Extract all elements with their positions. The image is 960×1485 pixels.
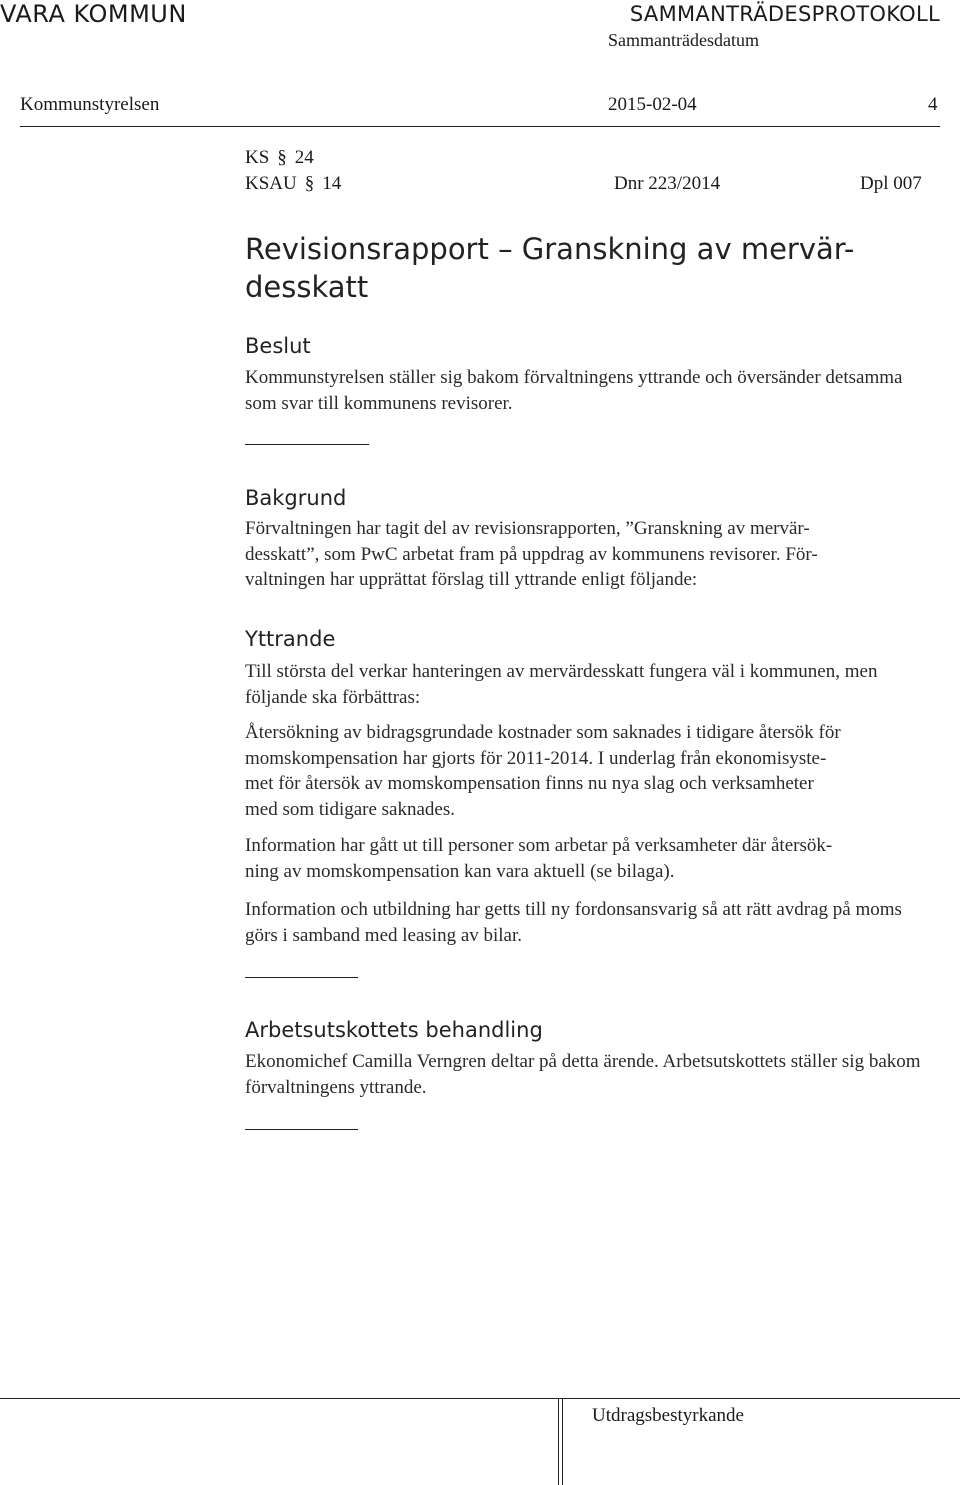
yttrande-heading: Yttrande [245,627,336,651]
text-line: desskatt”, som PwC arbetat fram på uppdrag av kommunens revisorer. För- [245,543,818,565]
dpl-number: Dpl 007 [860,173,922,194]
document-type: SAMMANTRÄDESPROTOKOLL [629,2,940,26]
bakgrund-heading: Bakgrund [245,486,347,510]
ks-label: KS [245,147,270,168]
meeting-date: 2015-02-04 [608,94,697,115]
beslut-heading: Beslut [245,334,311,358]
text-line: ning av momskompensation kan vara aktuell (se bilaga). [245,860,675,882]
text-line: Återsökning av bidragsgrundade kostnader som saknades i tidigare återsök för [245,722,841,743]
ksau-reference [245,173,341,195]
document-title [245,230,885,306]
signature-box-border [562,1398,563,1485]
date-label: Sammanträdesdatum [608,30,759,50]
header-divider [20,126,940,127]
yttrande-paragraph: Information och utbildning har getts till ny fordonsansvarig så att rätt avdrag på moms görs i samband med leasing av bilar. [245,899,902,946]
footer-divider [0,1398,960,1399]
beslut-text: Kommunstyrelsen ställer sig bakom förvaltningens yttrande och översänder detsamma som svar till kommunens revisorer. [245,367,903,414]
yttrande-paragraph [245,720,935,822]
arbetsutskottet-heading: Arbetsutskottets behandling [245,1018,543,1042]
page-number: 4 [928,94,938,115]
text-line: med som tidigare saknades. [245,798,456,820]
ksau-label: KSAU [245,173,297,194]
bakgrund-text [245,516,935,593]
ks-reference [245,147,314,169]
yttrande-paragraph: Till största del verkar hanteringen av mervärdesskatt fungera väl i kommunen, men följande ska förbättras: [245,661,878,708]
text-line: valtningen har upprättat förslag till yttrande enligt följande: [245,569,698,590]
section-divider [245,1129,358,1130]
arbetsutskottet-text: Ekonomichef Camilla Verngren deltar på detta ärende. Arbetsutskottets ställer sig bakom förvaltningens yttrande. [245,1051,921,1098]
title-line: desskatt [245,270,369,304]
text-line: Förvaltningen har tagit del av revisionsrapporten, ”Granskning av mervär- [245,518,810,539]
dnr-number: Dnr 223/2014 [614,173,721,194]
ksau-number: 14 [322,173,342,194]
section-divider [245,977,358,978]
title-line: Revisionsrapport – Granskning av mervär- [245,232,855,266]
ks-number: 24 [294,147,314,168]
text-line: momskompensation har gjorts för 2011-2014. I underlag från ekonomisyste- [245,747,827,769]
signature-box-border [558,1398,559,1485]
section-divider [245,444,369,445]
organization-name: VARA KOMMUN [0,0,187,28]
text-line: Information har gått ut till personer som arbetar på verksamheter där återsök- [245,835,833,856]
yttrande-paragraph [245,833,935,884]
attestation-label: Utdragsbestyrkande [592,1405,744,1426]
paragraph-sign: § [304,173,315,194]
body-name: Kommunstyrelsen [20,94,160,115]
paragraph-sign: § [277,147,287,168]
text-line: met för återsök av momskompensation finns nu nya slag och verksamheter [245,773,814,794]
